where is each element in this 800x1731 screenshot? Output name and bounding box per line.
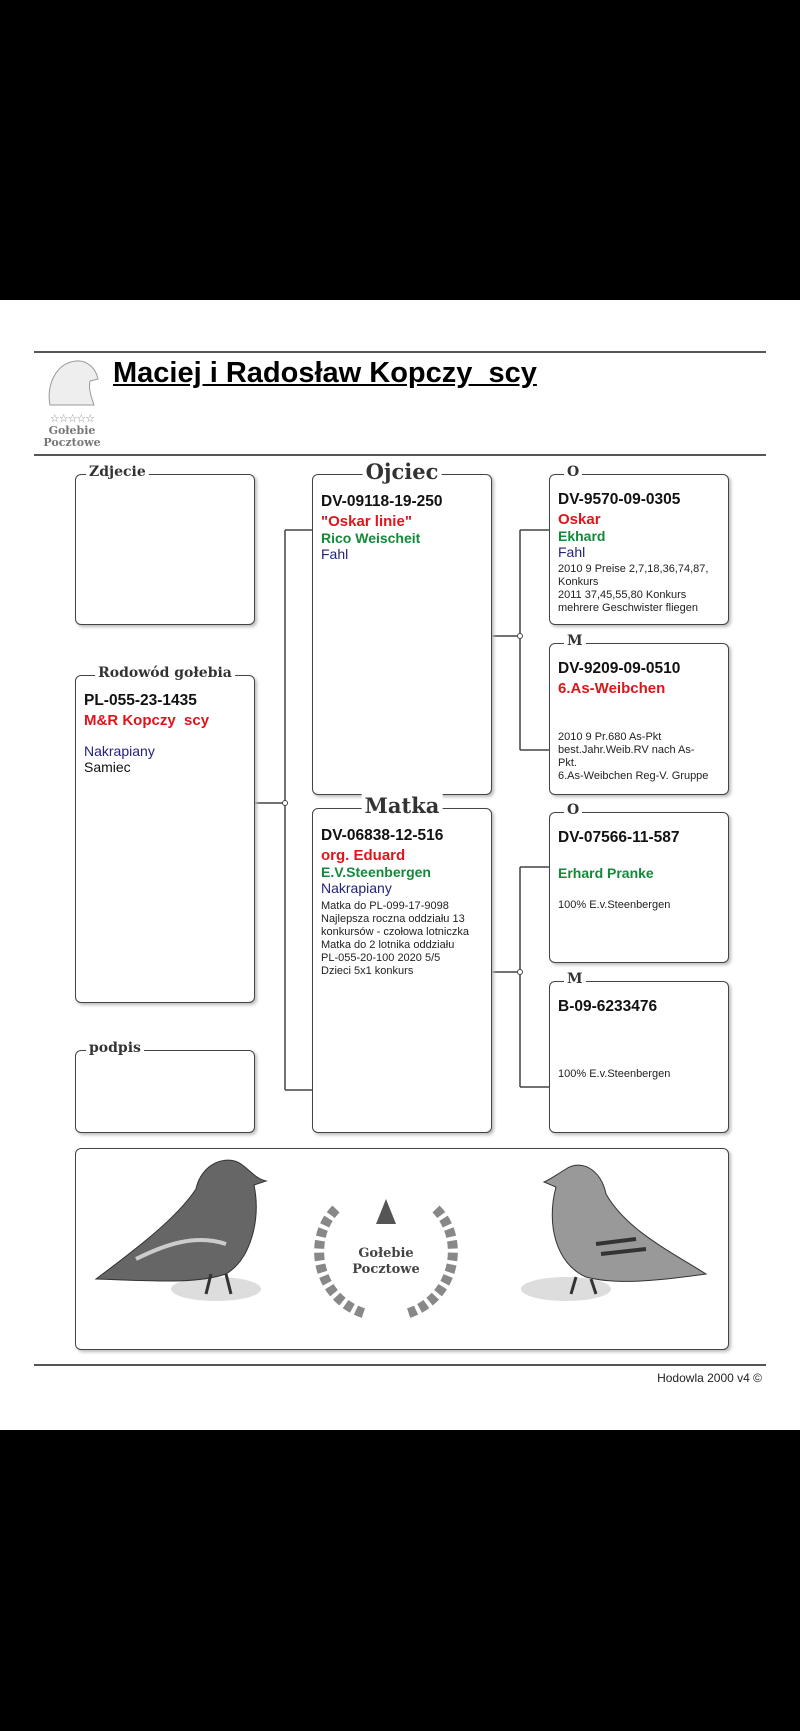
paternal-grandmother-box: M DV-9209-09-0510 6.As-Weibchen 2010 9 Pr.680 As-Pkt best.Jahr.Weib.RV nach As- Pkt. 6.As-Weibchen Reg-V. Gruppe bbox=[549, 643, 729, 795]
logo: ☆☆☆☆☆ Gołebie Pocztowe bbox=[36, 355, 108, 445]
mother-box: Matka DV-06838-12-516 org. Eduard E.V.Steenbergen Nakrapiany Matka do PL-099-17-9098 Najlepsza roczna oddziału 13 konkursów - czołowa lotniczka Matka do 2 lotnika oddziału PL-055-20-100 2020 5/5 Dzieci 5x1 konkurs bbox=[312, 808, 492, 1133]
footer-text: Hodowla 2000 v4 © bbox=[657, 1371, 762, 1385]
signature-box: podpis bbox=[75, 1050, 255, 1133]
page-title: Maciej i Radosław Kopczy scy bbox=[113, 357, 537, 389]
svg-text:Gołebie: Gołebie bbox=[358, 1246, 414, 1261]
paternal-grandfather-box: O DV-9570-09-0305 Oskar Ekhard Fahl 2010 9 Preise 2,7,18,36,74,87, Konkurs 2011 37,45,55,80 Konkurs mehrere Geschwister fliegen bbox=[549, 474, 729, 625]
maternal-grandfather-box: O DV-07566-11-587 Erhard Pranke 100% E.v.Steenbergen bbox=[549, 812, 729, 963]
pigeon-images-box bbox=[75, 1148, 729, 1350]
maternal-grandmother-box: M B-09-6233476 100% E.v.Steenbergen bbox=[549, 981, 729, 1133]
pigeons-illustration bbox=[76, 1149, 726, 1347]
center-logo bbox=[319, 1199, 453, 1314]
pigeon-right-image bbox=[521, 1165, 706, 1301]
pigeon-left-image bbox=[96, 1160, 266, 1301]
pigeon-box: Rodowód gołebia PL-055-23-1435 M&R Kopczy scy Nakrapiany Samiec bbox=[75, 675, 255, 1003]
pedigree-page bbox=[0, 300, 800, 1430]
photo-box: Zdjecie bbox=[75, 474, 255, 625]
svg-text:Pocztowe: Pocztowe bbox=[352, 1262, 420, 1277]
divider bbox=[34, 1364, 766, 1366]
father-box: Ojciec DV-09118-19-250 "Oskar linie" Rico Weischeit Fahl bbox=[312, 474, 492, 795]
